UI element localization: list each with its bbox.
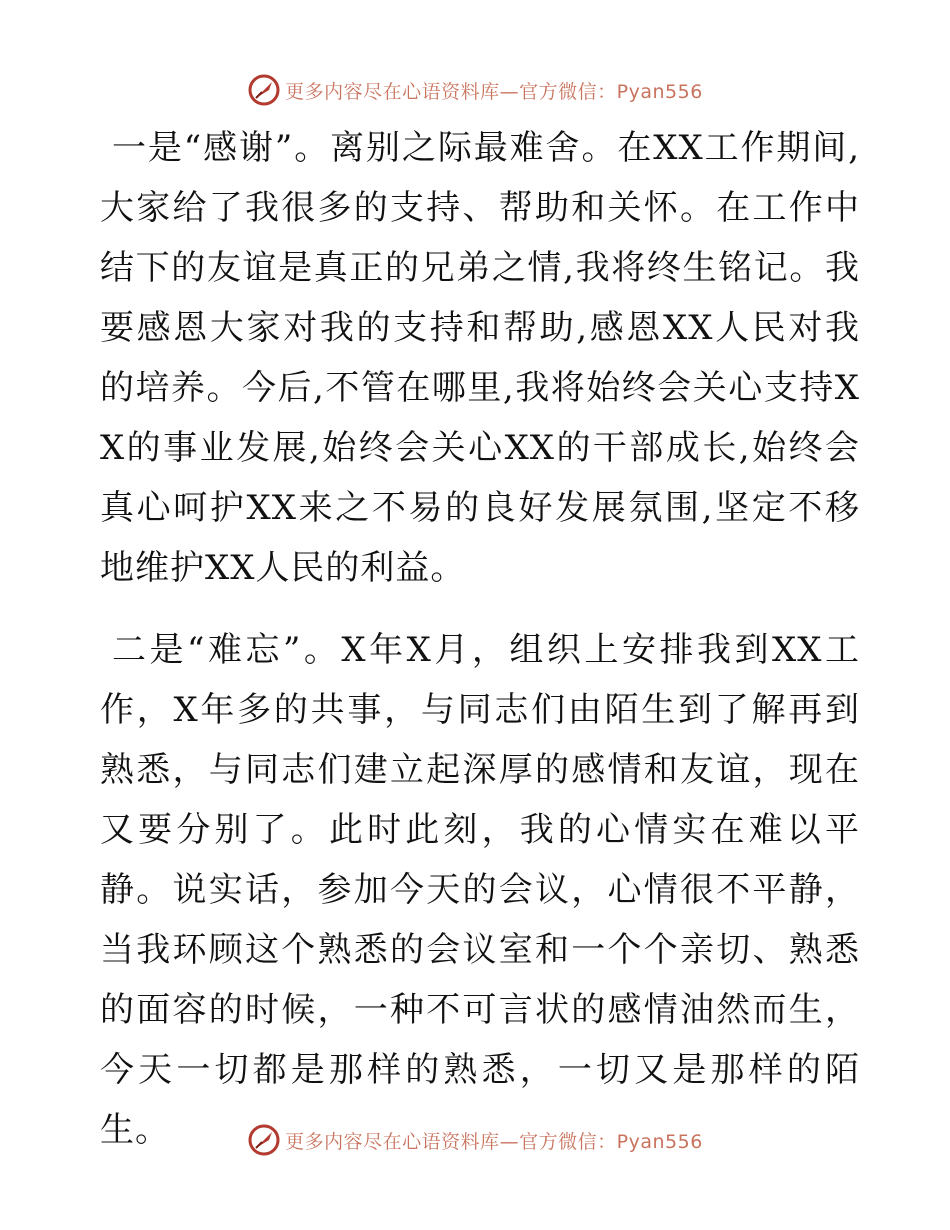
paragraph-unforgettable: 二是“难忘”。X年X月，组织上安排我到XX工作，X年多的共事，与同志们由陌生到了解再到熟悉，与同志们建立起深厚的感情和友谊，现在又要分别了。此时此刻，我的心情实在难以平静。说实话，参加今天的会议，心情很不平静，当我环顾这个熟悉的会议室和一个个亲切、熟悉的面容的时候，一种不可言状的感情油然而生，今天一切都是那样的熟悉，一切又是那样的陌生。: [100, 630, 860, 1150]
document-body: [100, 118, 860, 1160]
footer-banner-text: 更多内容尽在心语资料库—官方微信：Pyan556: [285, 1130, 703, 1153]
paragraph-thanks: 一是“感谢”。离别之际最难舍。在XX工作期间,大家给了我很多的支持、帮助和关怀。在工作中结下的友谊是真正的兄弟之情,我将终生铭记。我要感恩大家对我的支持和帮助,感恩XX人民对我的培养。今后,不管在哪里,我将始终会关心支持XX的事业发展,始终会关心XX的干部成长,始终会真心呵护XX来之不易的良好发展氛围,坚定不移地维护XX人民的利益。: [100, 128, 860, 588]
quill-pen-circle-logo-icon: [247, 1123, 281, 1157]
footer-banner: [0, 1120, 950, 1160]
header-banner-text: 更多内容尽在心语资料库—官方微信：Pyan556: [285, 80, 703, 103]
header-banner: [0, 70, 950, 110]
quill-pen-circle-logo-icon: [247, 73, 281, 107]
